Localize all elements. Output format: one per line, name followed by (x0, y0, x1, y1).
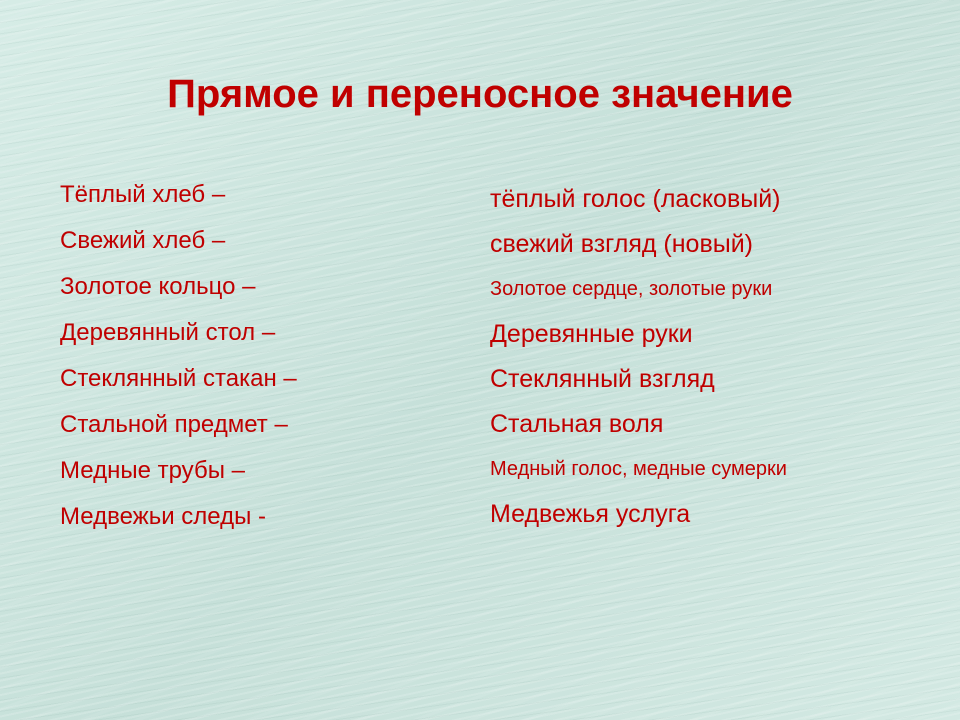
literal-item: Тёплый хлеб – (60, 181, 226, 208)
figurative-meaning-list (490, 179, 930, 539)
literal-item: Золотое кольцо – (60, 273, 256, 300)
literal-item: Стальной предмет – (60, 411, 288, 438)
literal-item: Стеклянный стакан – (60, 365, 297, 392)
figurative-item: Медвежья услуга (490, 500, 691, 528)
literal-meaning-list (60, 175, 460, 543)
literal-item: Свежий хлеб – (60, 227, 226, 254)
figurative-item: Стальная воля (490, 410, 664, 438)
literal-item: Медные трубы – (60, 457, 245, 484)
literal-item: Деревянный стол – (60, 319, 276, 346)
figurative-item: Медный голос, медные сумерки (490, 458, 787, 480)
slide-title: Прямое и переносное значение (167, 72, 793, 116)
figurative-item: тёплый голос (ласковый) (490, 185, 781, 213)
figurative-item: Золотое сердце, золотые руки (490, 278, 773, 300)
figurative-item: Деревянные руки (490, 320, 693, 348)
figurative-item: Стеклянный взгляд (490, 365, 715, 393)
figurative-item: свежий взгляд (новый) (490, 230, 753, 258)
literal-item: Медвежьи следы - (60, 503, 267, 530)
